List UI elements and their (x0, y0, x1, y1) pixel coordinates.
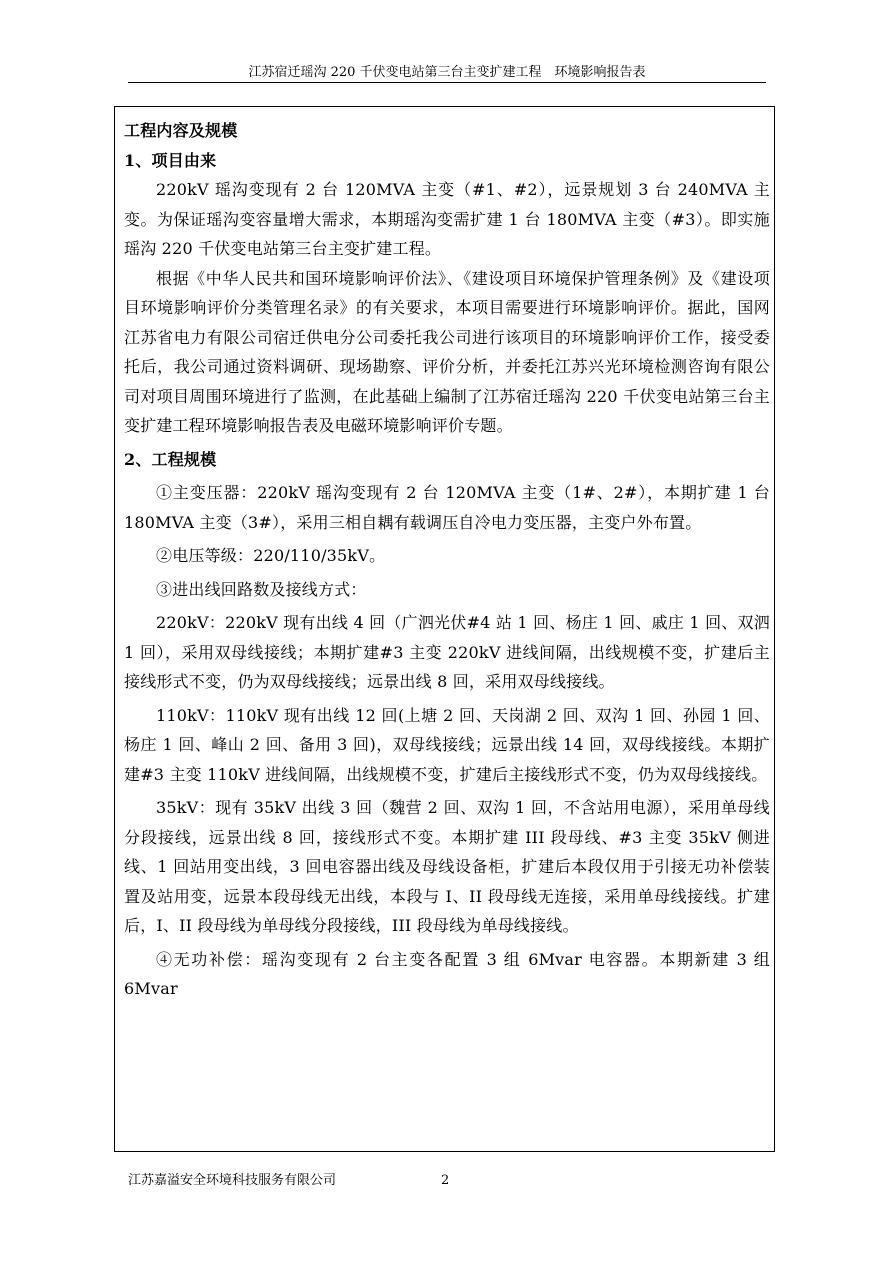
section-title: 工程内容及规模 (124, 121, 238, 140)
subsection-title-scale: 2、工程规模 (124, 449, 217, 469)
paragraph-lines-heading: ③进出线回路数及接线方式： (156, 579, 367, 599)
paragraph-110kv: 110kV：110kV 现有出线 12 回(上塘 2 回、天岗湖 2 回、双沟 1 回、孙园 1 回、杨庄 1 回、峰山 2 回、备用 3 回)，双母线接线；远景出线 14 回，双母线接线。本期扩建#3 主变 110kV 进线间隔，出线规模不变，扩建后主接线形式不变，仍为双母线接线。 (124, 705, 770, 784)
paragraph-voltage: ②电压等级：220/110/35kV。 (156, 546, 386, 565)
paragraph-220kv: 220kV：220kV 现有出线 4 回（广泗光伏#4 站 1 回、杨庄 1 回、戚庄 1 回、双泗 1 回），采用双母线接线；本期扩建#3 主变 220kV 进线间隔，出线规模不变，扩建后主接线形式不变，仍为双母线接线；远景出线 8 回，采用双母线接线。 (124, 613, 770, 691)
header-rule (128, 82, 766, 83)
paragraph-35kv: 35kV：现有 35kV 出线 3 回（魏营 2 回、双沟 1 回，不含站用电源），采用单母线分段接线，远景出线 8 回，接线形式不变。本期扩建 III 段母线、#3 主变 35kV 侧进线、1 回站用变出线，3 回电容器出线及母线设备柜，扩建后本段仅用于引接无功补偿装置及站用变，远景本段母线无出线，本段与 I、II 段母线无连接，采用单母线接线。扩建后，I、II 段母线为单母线分段接线，III 段母线为单母线接线。 (124, 798, 770, 935)
paragraph-reactive: ④无功补偿：瑶沟变现有 2 台主变各配置 3 组 6Mvar 电容器。本期新建 3 组 6Mvar (124, 949, 770, 998)
page-number: 2 (441, 1173, 450, 1188)
subsection-title-origin: 1、项目由来 (124, 150, 217, 170)
paragraph-transformer: ①主变压器：220kV 瑶沟变现有 2 台 120MVA 主变（1#、2#），本期扩建 1 台 180MVA 主变（3#），采用三相自耦有载调压自冷电力变压器，主变户外布置。 (124, 483, 770, 532)
content-body (124, 116, 770, 1004)
paragraph-origin-2: 根据《中华人民共和国环境影响评价法》、《建设项目环境保护管理条例》及《建设项目环境影响评价分类管理名录》的有关要求，本项目需要进行环境影响评价。据此，国网江苏省电力有限公司宿迁供电分公司委托我公司进行该项目的环境影响评价工作，接受委托后，我公司通过资料调研、现场勘察、评价分析，并委托江苏兴光环境检测咨询有限公司对项目周围环境进行了监测，在此基础上编制了江苏宿迁瑶沟 220 千伏变电站第三台主变扩建工程环境影响报告表及电磁环境影响评价专题。 (124, 268, 770, 435)
running-header: 江苏宿迁瑶沟 220 千伏变电站第三台主变扩建工程 环境影响报告表 (248, 65, 646, 80)
footer-company: 江苏嘉溢安全环境科技服务有限公司 (128, 1173, 337, 1188)
paragraph-origin-1: 220kV 瑶沟变现有 2 台 120MVA 主变（#1、#2），远景规划 3 台 240MVA 主变。为保证瑶沟变容量增大需求，本期瑶沟变需扩建 1 台 180MVA 主变（#3）。即实施瑶沟 220 千伏变电站第三台主变扩建工程。 (124, 180, 770, 258)
